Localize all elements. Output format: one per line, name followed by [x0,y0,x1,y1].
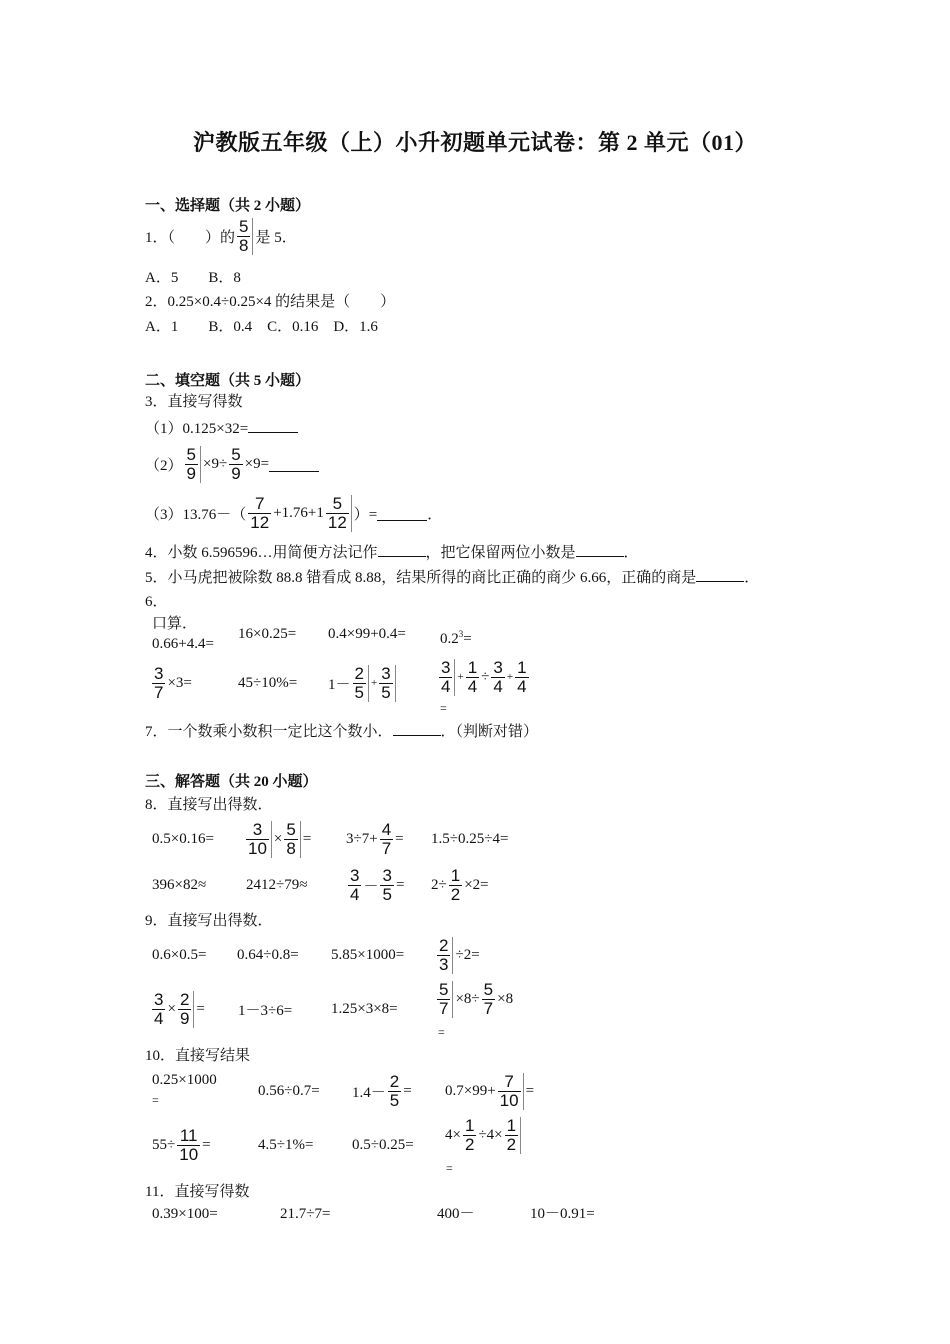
fraction: $\frac{1}{2}$ [450,865,461,904]
q9-r2c4: $\frac{5}{7}$ ×8÷ $\frac{5}{7}$ ×8 [439,979,514,1018]
q6-r2c3: 1－ $\frac{2}{5}$ + $\frac{3}{5}$ [328,660,398,706]
fraction: $\frac{5}{8}$ [237,218,253,255]
q9-title: 9．直接写出得数． [145,913,273,929]
section-heading-choice: 一、选择题（共 2 小题） [145,198,311,214]
q8-r2c1: 396×82≈ [152,876,207,893]
q8-r2c4: 2÷ $\frac{1}{2}$ ×2= [431,865,489,904]
section-heading-answer: 三、解答题（共 20 小题） [145,774,318,790]
page-title: 沪教版五年级（上）小升初题单元试卷：第 2 单元（01） [192,130,757,155]
q9-r1c1: 0.6×0.5= [152,946,207,963]
question-2: 2．0.25×0.4÷0.25×4 的结果是（ ） [145,294,396,310]
q10-r1c1: 0.25×1000 [152,1072,217,1088]
question-1 [145,214,297,258]
q6-r2c4: $\frac{3}{4}$ + $\frac{1}{4}$ ÷ $\frac{3}{4}$ + $\frac{1}{4}$ [441,657,527,696]
q9-r2c4-eq: = [438,1025,445,1039]
q2-options: A．1 B．0.4 C．0.16 D．1.6 [145,319,378,335]
q9-r2c3: 1.25×3×8= [331,1000,398,1017]
answer-blank[interactable] [248,418,298,433]
q3-part2: （2） $\frac{5}{9}$ ×9÷ $\frac{5}{9}$ ×9= [145,442,319,486]
fraction: $\frac{5}{12}$ [326,495,352,532]
question-5: 5．小马虎把被除数 88.8 错看成 8.88，结果所得的商比正确的商少 6.66，正确的商是 ． [145,567,759,588]
q6-r1c4: $0.2^3=$ [440,629,472,647]
answer-blank[interactable] [269,457,319,472]
fraction: $\frac{1}{4}$ [467,657,478,696]
q8-r1c2: $\frac{3}{10}$ × $\frac{5}{8}$ = [248,819,312,858]
q3-part1: （1）0.125×32= [145,418,298,439]
q3-part3: （3）13.76－（ $\frac{7}{12}$ +1.76+1 $\frac{5}{12}$ ）= ． [145,493,443,532]
fraction: $\frac{1}{2}$ [505,1117,521,1154]
fraction: $\frac{5}{7}$ [437,981,453,1018]
q10-r2c3: 0.5÷0.25= [352,1136,414,1153]
q8-title: 8．直接写出得数． [145,797,273,813]
q8-r1c3: 3÷7+ $\frac{4}{7}$ = [346,819,404,858]
q1-suffix: 是 5． [255,229,297,246]
q10-r1c1-eq: = [152,1093,159,1107]
q10-title: 10．直接写结果 [145,1048,251,1064]
fraction: $\frac{7}{10}$ [498,1073,524,1110]
q6-r2c2: 45÷10%= [238,674,298,691]
q11-c4: 10－0.91= [530,1206,595,1222]
answer-blank[interactable] [576,542,624,557]
fraction: $\frac{11}{10}$ [179,1125,199,1164]
fraction: $\frac{5}{9}$ [185,446,201,483]
q11-title: 11．直接写得数 [145,1184,250,1200]
q10-r2c2: 4.5÷1%= [258,1136,314,1153]
fraction: $\frac{1}{4}$ [517,657,527,696]
q8-r2c2: 2412÷79≈ [246,876,308,893]
q9-r2c1: $\frac{3}{4}$ × $\frac{2}{9}$ = [154,989,205,1028]
q11-c2: 21.7÷7= [280,1206,331,1222]
fraction: $\frac{3}{5}$ [382,865,392,904]
fraction: $\frac{3}{5}$ [379,665,395,702]
fraction: $\frac{7}{12}$ [250,493,270,532]
fraction: $\frac{5}{9}$ [231,444,241,483]
fraction: $\frac{2}{9}$ [178,991,194,1028]
q6-label: 口算． [152,616,198,632]
q11-c3: 400－ [437,1206,475,1222]
q9-r2c2: 1－3÷6= [238,1002,293,1019]
question-4: 4．小数 6.596596…用简便方法记作 ，把它保留两位小数是 ． [145,542,639,563]
fraction: $\frac{5}{7}$ [483,979,494,1018]
q3-title: 3．直接写得数 [145,394,243,410]
answer-blank[interactable] [696,567,744,582]
section-heading-fill: 二、填空题（共 5 小题） [145,373,311,389]
fraction: $\frac{5}{8}$ [284,821,300,858]
q10-r2c1: 55÷ $\frac{11}{10}$ = [152,1125,211,1164]
q9-r1c4: $\frac{2}{3}$ ÷2= [439,935,480,974]
q9-r1c2: 0.64÷0.8= [237,946,299,963]
q6-r1c1: 0.66+4.4= [152,636,214,652]
q8-r1c1: 0.5×0.16= [152,830,214,847]
fraction: $\frac{4}{7}$ [381,819,392,858]
q6-number: 6． [145,594,168,610]
fraction: $\frac{2}{5}$ [389,1071,400,1110]
answer-blank[interactable] [378,542,426,557]
fraction: $\frac{3}{4}$ [154,989,164,1028]
answer-blank[interactable] [377,506,427,521]
q8-r1c4: 1.5÷0.25÷4= [431,830,509,847]
q9-r1c3: 5.85×1000= [331,946,405,963]
q10-r1c3: 1.4－ $\frac{2}{5}$ = [352,1071,412,1110]
fraction: $\frac{3}{4}$ [439,659,455,696]
question-7: 7．一个数乘小数积一定比这个数小． ．（判断对错） [145,721,538,742]
fraction: $\frac{3}{4}$ [350,865,360,904]
q8-r2c3: $\frac{3}{4}$ － $\frac{3}{5}$ = [350,865,405,904]
q10-r1c4: 0.7×99+ $\frac{7}{10}$ = [445,1071,535,1110]
fraction: $\frac{3}{4}$ [493,657,503,696]
fraction: $\frac{3}{7}$ [154,663,164,702]
fraction: $\frac{2}{3}$ [437,937,453,974]
q10-r2c4-eq: = [446,1161,453,1175]
fraction: $\frac{3}{10}$ [246,821,272,858]
q10-r1c2: 0.56÷0.7= [258,1082,320,1099]
q6-r1c2: 16×0.25= [238,626,297,642]
q6-r2c1: $\frac{3}{7}$ ×3= [154,663,192,702]
answer-blank[interactable] [393,721,441,736]
q1-options: A．5 B．8 [145,270,241,286]
q6-r1c3: 0.4×99+0.4= [328,626,406,642]
q1-prefix: 1．（ ）的 [145,229,236,246]
q11-c1: 0.39×100= [152,1206,218,1222]
fraction: $\frac{2}{5}$ [353,665,369,702]
fraction: $\frac{1}{2}$ [464,1115,475,1154]
q10-r2c4: 4× $\frac{1}{2}$ ÷4× $\frac{1}{2}$ [445,1112,523,1158]
q6-r2c4-eq: = [440,701,447,715]
